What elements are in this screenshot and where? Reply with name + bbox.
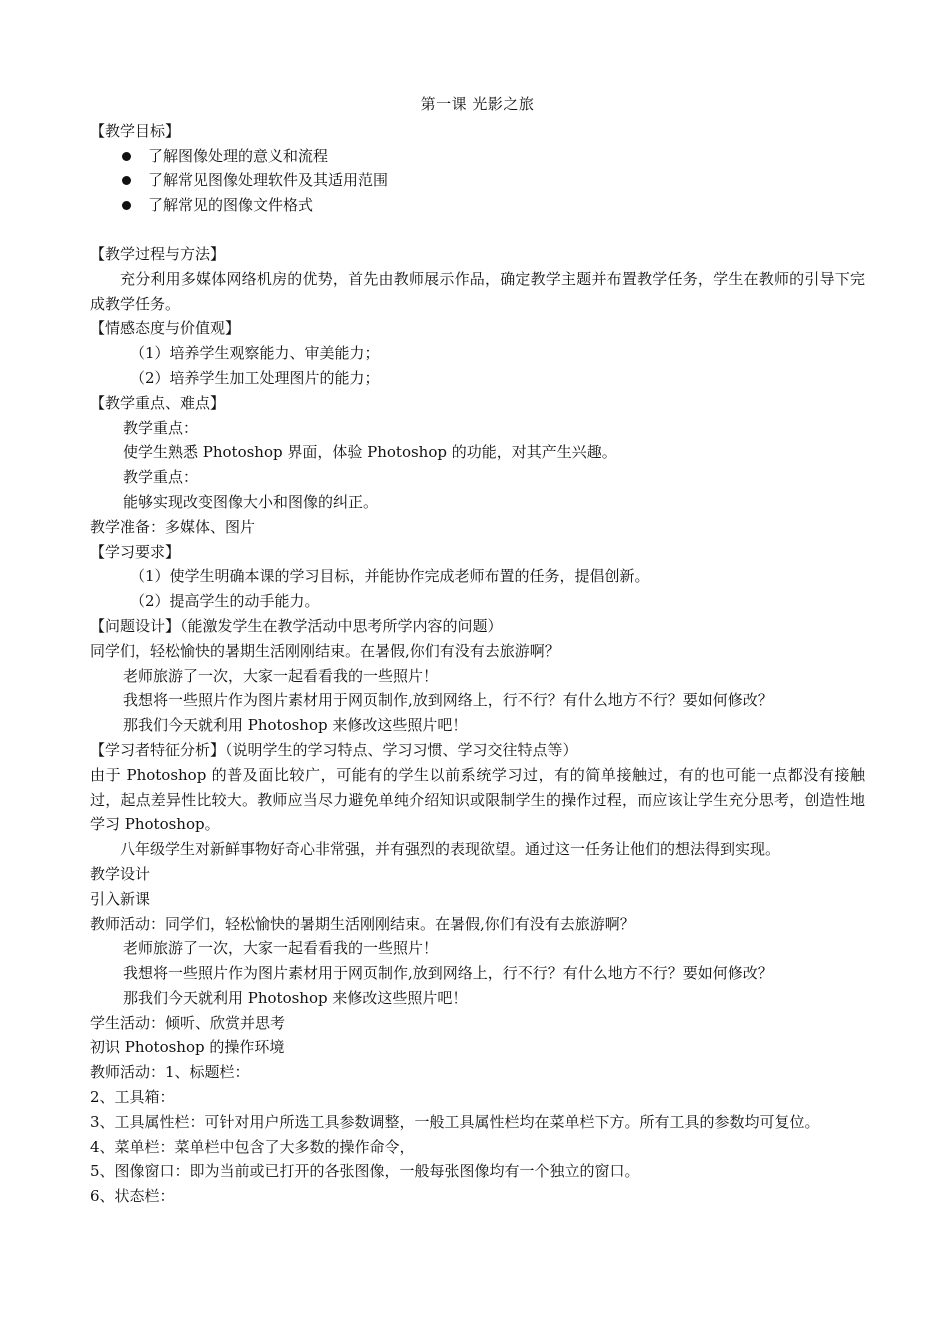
- keypoint-text: 能够实现改变图像大小和图像的纠正。: [123, 492, 379, 511]
- environment-heading: 初识 Photoshop 的操作环境: [90, 1038, 285, 1057]
- requirement-item: （1）使学生明确本课的学习目标，并能协作完成老师布置的任务，提倡创新。: [130, 567, 650, 586]
- list-item: [90, 168, 865, 193]
- learner-paragraph: 八年级学生对新鲜事物好奇心非常强，并有强烈的表现欲望。通过这一任务让他们的想法得到实现。: [120, 840, 781, 859]
- environment-item: 6、状态栏：: [90, 1187, 175, 1206]
- question-line: 那我们今天就利用 Photoshop 来修改这些照片吧！: [123, 716, 468, 735]
- environment-item: 教师活动：1、标题栏：: [90, 1063, 250, 1082]
- student-activity: 学生活动：倾听、欣赏并思考: [90, 1013, 286, 1032]
- teacher-activity: 那我们今天就利用 Photoshop 来修改这些照片吧！: [123, 988, 468, 1007]
- bullet-icon: [122, 201, 131, 210]
- list-item-text: 了解图像处理的意义和流程: [148, 146, 329, 165]
- list-item: [90, 193, 865, 218]
- page-title: 第一课 光影之旅: [420, 95, 535, 113]
- list-item-text: 了解常见图像处理软件及其适用范围: [148, 171, 389, 190]
- learner-heading: 【学习者特征分析】（说明学生的学习特点、学习习惯、学习交往特点等）: [90, 740, 578, 759]
- list-item-text: 了解常见的图像文件格式: [148, 196, 314, 215]
- attitude-item: （2）培养学生加工处理图片的能力；: [130, 368, 380, 387]
- bullet-icon: [122, 152, 131, 161]
- keypoint-label: 教学重点：: [123, 418, 199, 437]
- preparation-line: 教学准备：多媒体、图片: [90, 517, 256, 536]
- question-line: 我想将一些照片作为图片素材用于网页制作,放到网络上，行不行？有什么地方不行？要如何修改？: [123, 691, 773, 710]
- bullet-icon: [122, 176, 131, 185]
- requirement-item: （2）提高学生的动手能力。: [130, 592, 320, 611]
- process-heading: 【教学过程与方法】: [90, 244, 226, 263]
- design-heading: 教学设计: [90, 864, 151, 883]
- environment-item: 3、工具属性栏：可针对用户所选工具参数调整，一般工具属性栏均在菜单栏下方。所有工具的参数均可复位。: [90, 1112, 820, 1131]
- keypoint-label: 教学重点：: [123, 468, 199, 487]
- environment-item: 5、图像窗口：即为当前或已打开的各张图像，一般每张图像均有一个独立的窗口。: [90, 1162, 640, 1181]
- keypoints-heading: 【教学重点、难点】: [90, 393, 226, 412]
- process-paragraph: 充分利用多媒体网络机房的优势，首先由教师展示作品，确定教学主题并布置教学任务，学生在教师的引导下完成教学任务。: [90, 269, 865, 313]
- attitude-item: （1）培养学生观察能力、审美能力；: [130, 344, 380, 363]
- environment-item: 2、工具箱：: [90, 1088, 175, 1107]
- teacher-activity: 教师活动：同学们，轻松愉快的暑期生活刚刚结束。在暑假,你们有没有去旅游啊？: [90, 914, 635, 933]
- objectives-list: [90, 144, 865, 218]
- spacer: [90, 218, 865, 242]
- intro-heading: 引入新课: [90, 889, 151, 908]
- question-line: 老师旅游了一次，大家一起看看我的一些照片！: [123, 666, 439, 685]
- keypoint-text: 使学生熟悉 Photoshop 界面，体验 Photoshop 的功能，对其产生兴趣。: [123, 443, 617, 462]
- environment-item: 4、菜单栏：菜单栏中包含了大多数的操作命令，: [90, 1137, 415, 1156]
- teacher-activity: 老师旅游了一次，大家一起看看我的一些照片！: [123, 939, 439, 958]
- questions-heading: 【问题设计】（能激发学生在教学活动中思考所学内容的问题）: [90, 616, 503, 635]
- question-line: 同学们，轻松愉快的暑期生活刚刚结束。在暑假,你们有没有去旅游啊？: [90, 641, 560, 660]
- document-page: [90, 92, 865, 1209]
- learner-paragraph: 由于 Photoshop 的普及面比较广，可能有的学生以前系统学习过，有的简单接触过，有的也可能一点都没有接触过，起点差异性比较大。教师应当尽力避免单纯介绍知识或限制学生的操作过程，而应该让学生充分思考，创造性地学习 Photoshop。: [90, 765, 865, 834]
- teacher-activity: 我想将一些照片作为图片素材用于网页制作,放到网络上，行不行？有什么地方不行？要如何修改？: [123, 964, 773, 983]
- list-item: [90, 144, 865, 169]
- attitude-heading: 【情感态度与价值观】: [90, 319, 241, 338]
- objectives-heading: 【教学目标】: [90, 121, 181, 140]
- requirements-heading: 【学习要求】: [90, 542, 181, 561]
